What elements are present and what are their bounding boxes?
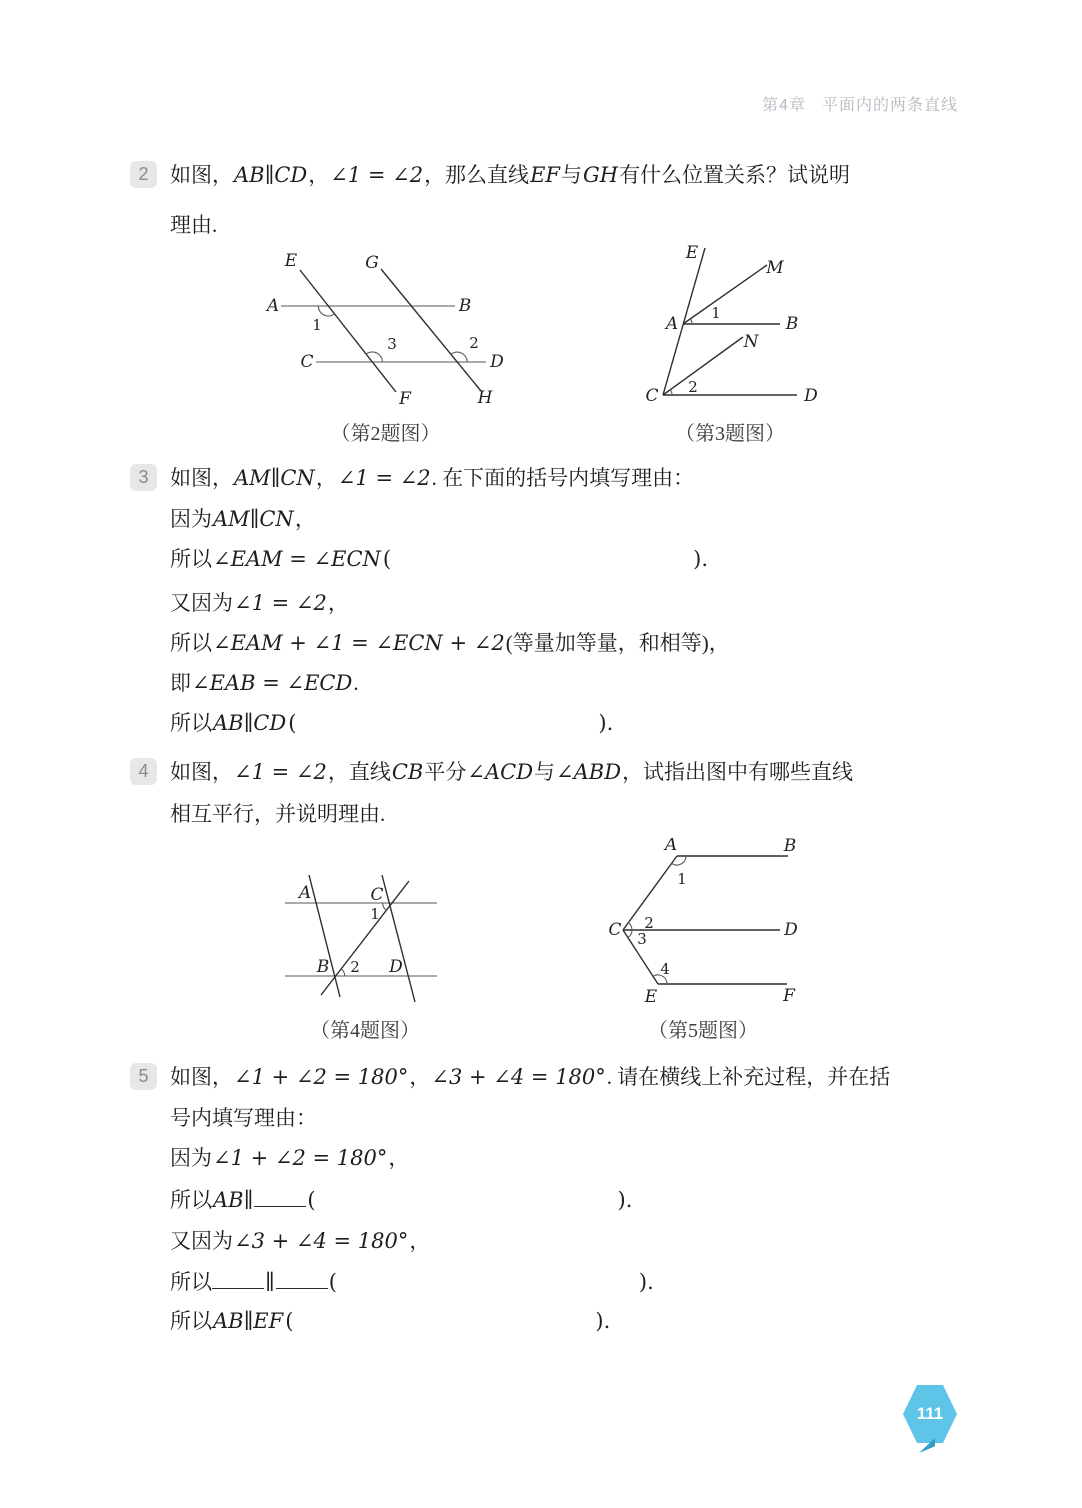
point-label-C: C (370, 885, 384, 905)
point-label-F: F (783, 986, 795, 1006)
problem-line (170, 799, 385, 831)
text-segment: ( (328, 1270, 337, 1294)
angle-label-1: 1 (370, 905, 380, 923)
angle-arc-2 (670, 390, 672, 395)
text-segment: 所以 (170, 711, 212, 735)
point-label-C: C (300, 352, 314, 372)
text-segment: ∠ACD (467, 760, 534, 784)
text-segment: CB (391, 760, 424, 784)
text-segment: ，那么直线 (424, 163, 530, 187)
text-segment: ). (617, 1188, 633, 1212)
text-segment: 如图， (170, 1065, 233, 1089)
point-label-A: A (266, 296, 280, 316)
text-segment: . 在下面的括号内填写理由： (431, 466, 695, 490)
text-segment: ∠ABD (556, 760, 622, 784)
problem-line (170, 504, 316, 536)
angle-label-3: 3 (637, 930, 647, 948)
problem-line (170, 668, 359, 700)
point-label-E: E (644, 987, 658, 1007)
point-label-A: A (298, 883, 312, 903)
text-segment: 又因为 (170, 591, 233, 615)
text-segment: 所以 (170, 1270, 212, 1294)
angle-label-1: 1 (677, 870, 687, 888)
text-segment: 相互平行，并说明理由. (170, 802, 386, 826)
problem-number-badge: 4 (130, 758, 157, 785)
point-label-B: B (316, 957, 330, 977)
point-label-D: D (804, 386, 818, 406)
angle-label-2: 2 (644, 914, 654, 932)
figure-problem-3 (625, 240, 835, 445)
figure-caption: （第2题图） (330, 423, 441, 445)
text-segment: 因为 (170, 1146, 212, 1170)
page-number: 111 (916, 1404, 944, 1423)
chapter-title: 平面内的两条直线 (821, 97, 958, 114)
text-segment: ∠1 = ∠2 (337, 466, 431, 490)
text-segment: 有什么位置关系？试说明 (619, 163, 851, 187)
problem-number-badge: 3 (130, 464, 157, 491)
text-segment: 与 (534, 760, 556, 784)
text-segment: ， (315, 466, 337, 490)
text-segment: ). (638, 1270, 654, 1294)
text-segment: ∠1 + ∠2 = 180° (213, 1146, 388, 1170)
angle-label-4: 4 (660, 960, 670, 978)
text-segment: 与 (560, 163, 582, 187)
text-segment: 所以 (170, 547, 212, 571)
text-segment: ∠1 + ∠2 = 180° (234, 1065, 409, 1089)
text-segment: 所以 (170, 1188, 212, 1212)
problem-line (170, 708, 614, 740)
text-segment: ， (327, 591, 349, 615)
text-segment: 所以 (170, 1309, 212, 1333)
point-label-B: B (458, 296, 472, 316)
point-label-E: E (284, 251, 298, 271)
chapter-label: 第4章 (762, 97, 806, 114)
problem-line (170, 757, 853, 789)
problem-line (170, 1185, 633, 1217)
point-label-H: H (477, 388, 493, 408)
text-segment: ∠1 = ∠2 (234, 760, 327, 784)
answer-gap[interactable] (338, 1288, 638, 1289)
point-label-D: D (784, 920, 798, 940)
point-label-C: C (645, 386, 659, 406)
text-segment: ( (285, 1309, 294, 1333)
blank-field[interactable] (254, 1188, 306, 1207)
problem-line (170, 628, 730, 660)
figure-caption: （第4题图） (310, 1020, 420, 1042)
problem-line (170, 160, 850, 192)
problem-line (170, 210, 217, 242)
text-segment: ∠3 + ∠4 = 180° (431, 1065, 606, 1089)
text-segment: 号内填写理由： (170, 1106, 317, 1130)
line-GH (381, 269, 481, 391)
answer-gap[interactable] (294, 1327, 594, 1328)
problem-line (170, 1103, 317, 1135)
problem-line (170, 1226, 430, 1258)
problem-line (170, 544, 709, 576)
text-segment: AB∥CD (213, 711, 287, 735)
text-segment: ∠EAB = ∠ECD (192, 671, 353, 695)
point-label-G: G (365, 253, 379, 273)
problem-number-badge: 5 (130, 1063, 157, 1090)
text-segment: ∠EAM + ∠1 = ∠ECN + ∠2 (213, 631, 505, 655)
angle-arc-3 (628, 930, 632, 938)
problem-line (170, 588, 349, 620)
angle-label-1: 1 (312, 316, 322, 334)
text-segment: ， (294, 507, 316, 531)
angle-arc-2 (628, 923, 632, 930)
page-header (762, 92, 958, 115)
ray-AM (683, 265, 767, 324)
angle-label-2: 2 (469, 334, 479, 352)
point-label-B: B (783, 838, 797, 856)
point-label-A: A (665, 314, 679, 334)
point-label-C: C (608, 920, 622, 940)
text-segment: 平分 (424, 760, 467, 784)
text-segment: 又因为 (170, 1229, 233, 1253)
text-segment: AB∥ (213, 1188, 254, 1212)
text-segment: ∠1 = ∠2 (330, 163, 424, 187)
text-segment: AM∥CN (234, 466, 315, 490)
text-segment: GH (582, 163, 619, 187)
text-segment: EF (530, 163, 560, 187)
point-label-A: A (664, 838, 678, 855)
text-segment: AB∥CD (234, 163, 308, 187)
angle-arc-2 (341, 969, 345, 976)
point-label-N: N (743, 332, 759, 352)
text-segment: (等量加等量，和相等)， (505, 631, 730, 655)
text-segment: . 请在横线上补充过程，并在括 (606, 1065, 891, 1089)
text-segment: ). (595, 1309, 611, 1333)
answer-gap[interactable] (392, 565, 692, 566)
problem-line (170, 1062, 890, 1094)
figure-problem-5 (608, 838, 798, 1008)
problem-line (170, 1143, 409, 1175)
point-label-M: M (766, 258, 784, 278)
text-segment: AM∥CN (213, 507, 294, 531)
angle-label-2: 2 (350, 958, 360, 976)
problem-line (170, 1306, 611, 1338)
text-segment: AB∥EF (213, 1309, 284, 1333)
text-segment: 如图， (170, 760, 233, 784)
angle-label-2: 2 (688, 378, 698, 396)
line-through-B (309, 875, 340, 997)
text-segment: ， (308, 163, 330, 187)
answer-gap[interactable] (297, 729, 597, 730)
angle-arc-1 (690, 319, 692, 324)
point-label-B: B (785, 314, 799, 334)
text-segment: 所以 (170, 631, 212, 655)
text-segment: ， (409, 1229, 431, 1253)
text-segment: ∠EAM = ∠ECN (213, 547, 381, 571)
text-segment: ，直线 (327, 760, 391, 784)
line-CB (321, 881, 409, 995)
figure-caption: （第3题图） (675, 423, 785, 445)
problem-number-badge: 2 (130, 161, 157, 188)
point-label-E: E (685, 243, 699, 263)
figure-caption: （第5题图） (648, 1020, 758, 1042)
blank-field[interactable] (276, 1270, 328, 1289)
figure-problem-2 (253, 243, 553, 443)
text-segment: 理由. (170, 213, 218, 237)
text-segment: ( (288, 711, 297, 735)
problem-line (170, 1267, 655, 1299)
text-segment: . (353, 671, 359, 695)
text-segment: ∠1 = ∠2 (234, 591, 327, 615)
problem-line (170, 463, 694, 495)
text-segment: 如图， (170, 466, 233, 490)
point-label-F: F (399, 389, 411, 409)
answer-gap[interactable] (317, 1206, 617, 1207)
text-segment: ， (388, 1146, 410, 1170)
angle-label-1: 1 (711, 304, 721, 322)
blank-field[interactable] (212, 1270, 264, 1289)
point-label-D: D (389, 957, 403, 977)
text-segment: ， (409, 1065, 431, 1089)
text-segment: ( (382, 547, 392, 571)
text-segment: ( (307, 1188, 316, 1212)
text-segment: 因为 (170, 507, 212, 531)
text-segment: ). (598, 711, 614, 735)
ray-CN (663, 337, 743, 395)
point-label-D: D (490, 352, 504, 372)
text-segment: 如图， (170, 163, 233, 187)
angle-label-3: 3 (387, 335, 397, 353)
text-segment: ). (693, 547, 708, 571)
page-number-badge (903, 1385, 957, 1443)
text-segment: ∠3 + ∠4 = 180° (234, 1229, 409, 1253)
text-segment: 即 (170, 671, 191, 695)
figure-problem-4 (285, 870, 445, 1010)
text-segment: ∥ (265, 1270, 275, 1294)
text-segment: ，试指出图中有哪些直线 (622, 760, 854, 784)
